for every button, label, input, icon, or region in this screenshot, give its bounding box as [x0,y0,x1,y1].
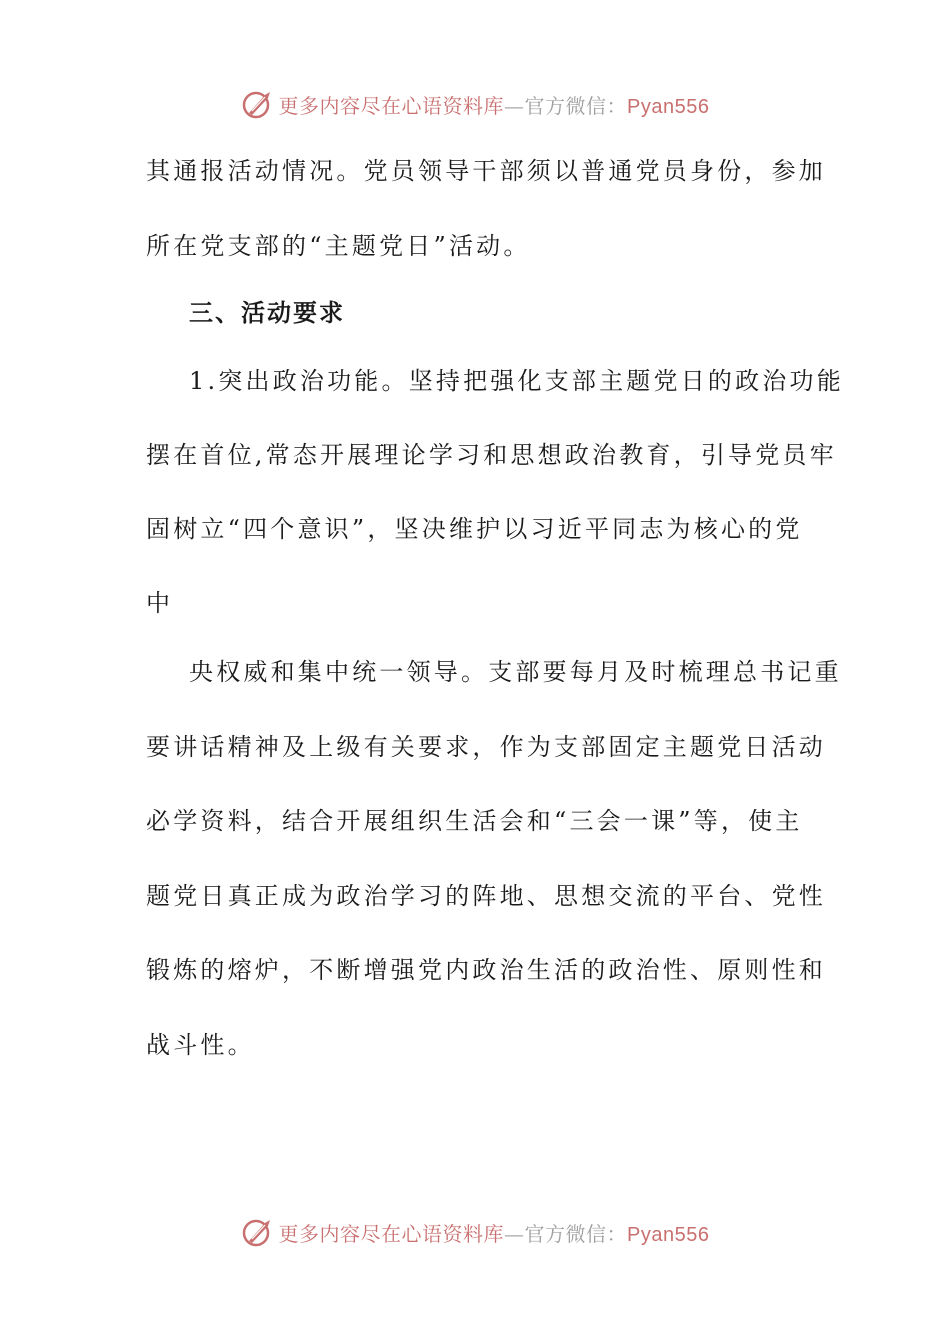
paragraph-line: 所在党支部的“主题党日”活动。 [146,232,531,260]
paragraph-line: 必学资料，结合开展组织生活会和“三会一课”等，使主 [146,807,803,835]
watermark-site-text: 更多内容尽在心语资料库 [278,93,505,118]
watermark-text [279,90,710,119]
watermark-separator: — [504,93,525,118]
watermark-wechat-id: Pyan556 [627,95,710,118]
paragraph-line: 1.突出政治功能。坚持把强化支部主题党日的政治功能 [189,367,844,395]
paragraph-line: 要讲话精神及上级有关要求，作为支部固定主题党日活动 [146,733,826,761]
paragraph-line: 锻炼的熔炉，不断增强党内政治生活的政治性、原则性和 [146,956,826,984]
paragraph-line: 摆在首位,常态开展理论学习和思想政治教育，引导党员牢 [146,441,837,469]
section-heading: 三、活动要求 [189,299,345,327]
paragraph-line: 其通报活动情况。党员领导干部须以普通党员身份，参加 [146,157,826,185]
watermark-site-text: 更多内容尽在心语资料库 [278,1221,505,1246]
paragraph-line: 中 [146,589,174,617]
paragraph-line: 题党日真正成为政治学习的阵地、思想交流的平台、党性 [146,882,826,910]
watermark-wechat-id: Pyan556 [627,1223,710,1246]
pen-nib-circle-icon [241,1215,275,1249]
watermark-separator: — [504,1221,525,1246]
footer-watermark [0,1212,950,1252]
header-watermark [0,84,950,124]
pen-nib-circle-icon [241,87,275,121]
watermark-label: 官方微信： [524,1221,628,1246]
paragraph-line: 央权威和集中统一领导。支部要每月及时梳理总书记重 [189,658,842,686]
paragraph-line: 战斗性。 [146,1031,255,1059]
watermark-label: 官方微信： [524,93,628,118]
paragraph-line: 固树立“四个意识”，坚决维护以习近平同志为核心的党 [146,515,803,543]
watermark-text [279,1218,710,1247]
